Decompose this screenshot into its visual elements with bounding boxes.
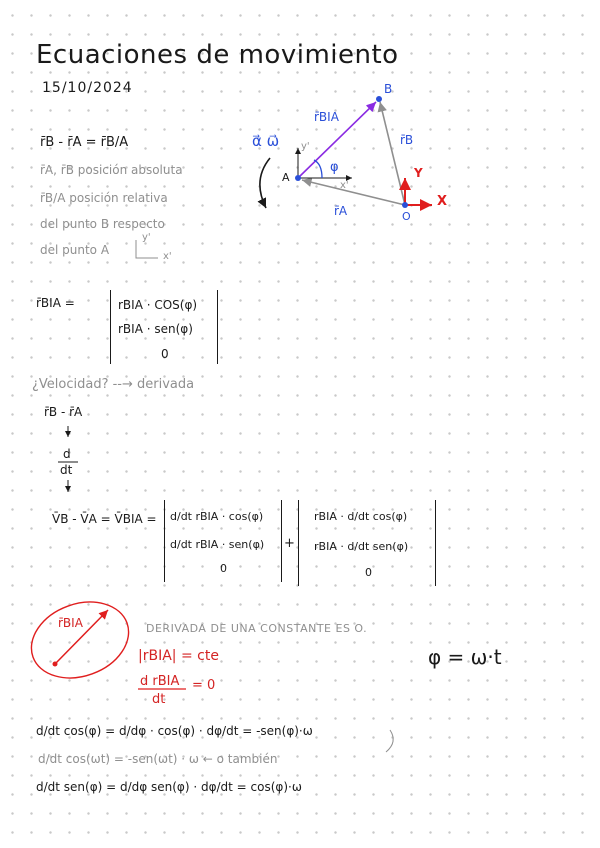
label-rB: r̄B <box>400 133 414 147</box>
m1-row-1: d/dt rBIA · cos(φ) <box>170 510 264 523</box>
label-phi: φ <box>330 160 339 175</box>
note-relative-position: r̄B/A posición relativa <box>40 191 168 205</box>
note-absolute-position: r̄A, r̄B posición absoluta <box>40 163 183 177</box>
step-d: d <box>63 447 71 461</box>
point-A <box>295 175 301 181</box>
derivative-line-1: d/dt cos(φ) = d/dφ · cos(φ) · dφ/dt = -sen(φ)·ω <box>36 724 313 738</box>
derivative-line-3: d/dt sen(φ) = d/dφ sen(φ) · dφ/dt = cos(φ)·ω <box>36 780 302 794</box>
magnitude-constant: |rBIA| = cte <box>138 648 219 664</box>
m2-row-2: rBIA · d/dt sen(φ) <box>314 540 409 553</box>
label-rBA: r̄BIA <box>314 110 339 124</box>
derivative-constant-note: DERIVADA DE UNA CONSTANTE ES O. <box>146 622 368 635</box>
label-rA: r̄A <box>334 204 348 218</box>
dt-denominator: dt <box>152 692 166 707</box>
point-O <box>402 202 408 208</box>
label-point-O: O <box>402 210 411 223</box>
derivative-line-2: d/dt cos(ωt) = -sen(ωt) · ω ← o también <box>38 752 278 766</box>
small-axes-label-x: x' <box>163 251 172 262</box>
step-difference: r̄B - r̄A <box>44 405 83 419</box>
vector-rA <box>302 180 405 205</box>
small-axes-sketch <box>136 240 158 258</box>
vector-rB <box>380 102 405 205</box>
label-point-B: B <box>384 82 393 96</box>
rotation-arrow <box>260 158 270 208</box>
equals-zero: = 0 <box>192 678 216 693</box>
circle-label-rBA: r̄BIA <box>58 616 83 630</box>
page-title: Ecuaciones de movimiento <box>36 40 399 70</box>
rBA-row-3: 0 <box>161 347 169 361</box>
d-rBIA-numerator: d rBIA <box>140 674 180 689</box>
note-relative-position-2: del punto B respecto <box>40 217 165 231</box>
date-label: 15/10/2024 <box>42 80 133 96</box>
label-point-A: A <box>282 171 290 184</box>
relative-position-equation: r̄B - r̄A = r̄B/A <box>40 135 129 150</box>
step-dt: dt <box>60 463 73 477</box>
label-axis-x: X <box>437 194 448 209</box>
red-center-point <box>53 662 58 667</box>
point-B <box>376 96 382 102</box>
note-relative-position-3: del punto A <box>40 243 110 257</box>
m1-row-3: 0 <box>220 562 227 575</box>
velocity-lhs: V̄B - V̄A = V̄BIA = <box>52 512 157 526</box>
label-local-x: x' <box>340 180 349 191</box>
m2-row-3: 0 <box>365 566 372 579</box>
phi-equals-omega-t: φ = ω·t <box>428 645 502 669</box>
curvy-arrow <box>386 730 393 752</box>
plus-sign: + <box>284 536 295 551</box>
label-local-y: y' <box>301 141 310 152</box>
label-alpha-omega: α⃗ ω⃗ <box>252 132 280 150</box>
rBA-row-1: rBIA · COS(φ) <box>118 298 198 312</box>
m2-row-1: rBIA · d/dt cos(φ) <box>314 510 408 523</box>
rBA-row-2: rBIA · sen(φ) <box>118 322 193 336</box>
rBA-lhs: r̄BIA = <box>36 296 75 310</box>
red-circle-sketch <box>21 589 140 691</box>
m1-row-2: d/dt rBIA · sen(φ) <box>170 538 265 551</box>
label-axis-y: Y <box>414 166 423 180</box>
phi-arc <box>314 160 322 178</box>
small-axes-label-y: y' <box>142 232 151 243</box>
velocity-question: ¿Velocidad? --→ derivada <box>32 377 195 392</box>
